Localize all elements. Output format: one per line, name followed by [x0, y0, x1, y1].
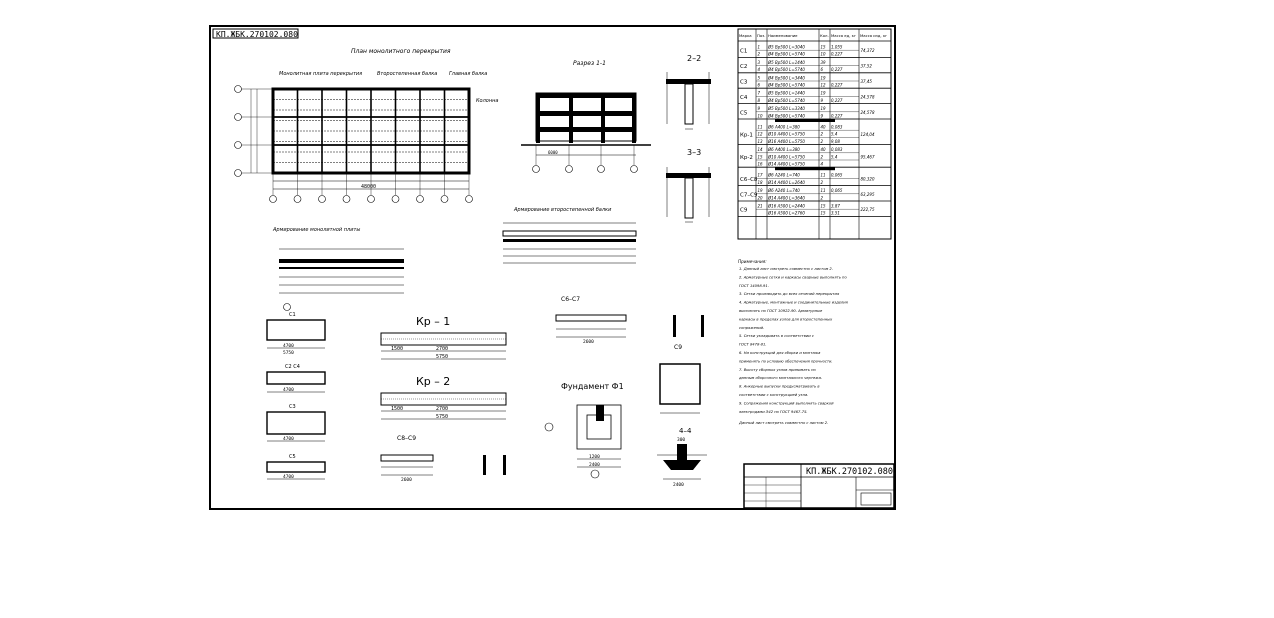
plan-label-secondary-beam: Второстепенная балка — [377, 71, 438, 77]
spec-total: 124,04 — [860, 131, 875, 137]
frame-kr2 — [381, 375, 506, 420]
note-line: сопряжений. — [739, 325, 765, 330]
spec-total: 24,578 — [860, 94, 875, 100]
spec-cell: 0,083 — [831, 147, 843, 153]
spec-cell: 9 — [820, 113, 824, 119]
spec-cell: 10 — [757, 113, 763, 119]
spec-header-1: Поз. — [757, 33, 766, 38]
spec-cell: 12 — [820, 82, 826, 88]
note-line: 2. Арматурные сетки и каркасы сварные выполнять по — [739, 275, 847, 280]
spec-cell: Ø5 Вр500 L=1440 — [768, 59, 805, 65]
spec-cell: 14 — [757, 147, 763, 153]
spec-cell: Ø14 А400 L=5750 — [768, 161, 805, 167]
spec-cell: Ø16 А500 L=2440 — [768, 203, 805, 209]
spec-total: 74,372 — [860, 48, 875, 54]
spec-cell: Ø16 А400 L=5750 — [768, 138, 805, 144]
spec-cell: 9 — [820, 97, 824, 103]
spec-cell: Ø16 А500 L=2760 — [768, 210, 805, 216]
section-2-2-title: 2–2 — [687, 54, 702, 63]
foundation-dim-1200: 1200 — [589, 455, 600, 460]
kr1-title: Кр – 1 — [416, 315, 451, 328]
mesh-c1-total: 5750 — [283, 351, 294, 356]
spec-total: 37,45 — [860, 79, 872, 84]
note-line: 4. Арматурные, монтажные и соединительные изделия — [739, 300, 848, 305]
spec-cell: 2 — [820, 138, 824, 144]
section-2-2 — [666, 54, 711, 129]
spec-cell: 4 — [757, 67, 761, 73]
spec-cell: 19 — [757, 188, 763, 194]
spec-cell: 9,08 — [831, 138, 840, 144]
spec-mark: С6–С8 — [740, 176, 758, 183]
spec-cell: 3 — [757, 59, 761, 65]
note-line: 9. Сопряжения конструкций выполнять сваркой — [739, 401, 834, 406]
note-line: 6. Ни конструкций для сборки и монтажа — [739, 351, 821, 355]
code-stamp-text: КП.ЖБК.270102.080 — [216, 30, 298, 39]
spec-cell: 13 — [757, 138, 763, 144]
beam-reinforcement — [503, 207, 636, 263]
title-block-code: КП.ЖБК.270102.080 — [806, 467, 893, 477]
c8c9-title: С8–С9 — [397, 435, 417, 442]
note-line: 8. Анкерные выпуски предусматривать в — [739, 384, 820, 389]
spec-cell: 19 — [820, 106, 826, 112]
spec-cell: 3,87 — [831, 203, 840, 209]
spec-mark: С1 — [740, 48, 748, 55]
spec-cell: Ø4 Вр500 L=5740 — [768, 67, 805, 73]
spec-header-4: Масса ед, кг — [831, 33, 856, 38]
floor-plan — [235, 48, 499, 203]
c8-dim: 2600 — [401, 478, 412, 483]
spec-cell: Ø10 А400 L=5750 — [768, 154, 805, 160]
spec-cell: 39 — [820, 59, 826, 65]
spec-cell: 40 — [820, 147, 826, 153]
frame-c6c7 — [556, 296, 704, 345]
spec-cell: 16 — [757, 161, 763, 167]
spec-cell: 0,227 — [831, 113, 843, 119]
spec-total: 37,52 — [860, 63, 872, 69]
mesh-c9 — [660, 344, 700, 413]
spec-cell: Ø6 А400 L=380 — [768, 124, 800, 130]
spec-header-5: Масса изд, кг — [860, 33, 888, 38]
note-line: 3. Сетки производить до всех сечений перекрытия — [739, 292, 840, 297]
spec-cell: 5,4 — [831, 131, 838, 137]
spec-cell: 15 — [820, 203, 826, 209]
spec-cell: 5,4 — [831, 154, 838, 160]
spec-cell: 15 — [757, 154, 763, 160]
spec-cell: 20 — [757, 195, 763, 201]
plan-label-column: Колонна — [476, 98, 499, 104]
spec-cell: 0,227 — [831, 67, 843, 73]
plan-grid — [273, 89, 469, 173]
spec-cell: 0,065 — [831, 188, 843, 194]
frame-kr1 — [381, 315, 506, 360]
spec-mark: С3 — [740, 79, 748, 86]
kr1-dim-total: 5750 — [436, 354, 449, 360]
plan-label-main-beam: Главная балка — [449, 71, 488, 77]
mesh-c3-dim: 4700 — [283, 437, 294, 442]
spec-total: 95,467 — [860, 154, 875, 160]
mesh-c1-label: С1 — [289, 312, 296, 318]
spec-mark: Кр-2 — [740, 154, 753, 161]
section-4-4 — [657, 427, 707, 488]
s44-dim-300: 300 — [677, 438, 686, 443]
spec-cell: 21 — [757, 203, 763, 209]
mesh-c2-dim: 4700 — [283, 388, 294, 393]
spec-cell: 0,227 — [831, 97, 843, 103]
spec-cell: 15 — [820, 44, 826, 50]
spec-mark: С2 — [740, 64, 748, 71]
spec-cell: 5 — [757, 75, 761, 81]
slab-reinforcement — [272, 227, 404, 311]
section-4-4-title: 4–4 — [679, 427, 692, 435]
note-line: 7. Высоту сборных узлов принимать по — [739, 367, 816, 372]
mesh-c5-label: С5 — [289, 454, 296, 460]
spec-cell: 7 — [757, 90, 761, 96]
spec-mark: С9 — [740, 207, 748, 214]
note-line: 1. Данный лист смотреть совместно с листом 2. — [739, 267, 833, 271]
spec-total: 24,578 — [860, 109, 875, 115]
spec-cell: Ø5 Вр500 L=3040 — [768, 44, 805, 50]
spec-cell: Ø4 Вр500 L=5740 — [768, 51, 805, 57]
spec-cell: Ø4 Вр500 L=5740 — [768, 97, 805, 103]
spec-cell: 2 — [820, 179, 824, 185]
c6-dim: 2600 — [583, 340, 594, 345]
spec-cell: 6 — [820, 67, 824, 73]
spec-header-2: Наименование — [768, 33, 798, 38]
spec-mark: С5 — [740, 110, 748, 117]
note-line: ГОСТ 8478-81. — [739, 342, 767, 347]
mesh-c5 — [267, 454, 325, 480]
spec-cell: 1 — [757, 44, 761, 50]
kr2-dim-2700: 2700 — [436, 406, 449, 412]
spec-cell: 11 — [820, 172, 826, 178]
spec-cell: Ø4 Вр500 L=5740 — [768, 113, 805, 119]
spec-cell: 10 — [820, 51, 826, 57]
spec-cell: Ø4 Вр500 L=5740 — [768, 82, 805, 88]
beam-reinf-title: Армирование второстепенной балки — [514, 207, 612, 213]
kr1-dim-1500: 1500 — [391, 346, 404, 352]
c6c7-title: С6–С7 — [561, 296, 581, 303]
spec-cell: Ø10 А400 L=5750 — [768, 131, 805, 137]
note-line: электродами Э42 по ГОСТ 9467-75. — [739, 409, 808, 414]
plan-title: План монолитного перекрытия — [351, 48, 451, 55]
spec-total: 222,75 — [860, 207, 875, 213]
mesh-c5-dim: 4700 — [283, 475, 294, 480]
notes-block — [738, 259, 849, 425]
mesh-c1-dim: 4700 — [283, 344, 294, 349]
spec-mark: С7–С9 — [740, 192, 758, 199]
mesh-c2c4 — [267, 364, 325, 393]
c9-title: С9 — [674, 344, 683, 351]
section-3-3 — [666, 148, 711, 222]
kr2-dim-total: 5750 — [436, 414, 449, 420]
spec-cell: 0,083 — [831, 124, 843, 130]
spec-cell: 11 — [820, 188, 826, 194]
foundation-title: Фундамент Ф1 — [561, 382, 624, 391]
kr1-dim-2700: 2700 — [436, 346, 449, 352]
spec-cell: 6 — [757, 82, 761, 88]
cad-drawing — [211, 27, 894, 508]
spec-cell: 19 — [820, 75, 826, 81]
note-line: ГОСТ 14098-91. — [739, 283, 769, 288]
kr2-title: Кр – 2 — [416, 375, 451, 388]
s44-dim-2400: 2400 — [673, 483, 684, 488]
spec-cell: 8 — [757, 97, 761, 103]
note-line: выполнять по ГОСТ 10922-90. Арматурные — [739, 309, 823, 313]
plan-label-slab: Монолитная плита перекрытия — [279, 71, 363, 77]
spec-cell: 17 — [757, 172, 763, 178]
spec-table-body — [738, 29, 891, 239]
spec-header-3: Кол. — [820, 33, 829, 38]
spec-cell: 40 — [820, 124, 826, 130]
spec-cell: Ø5 Вр500 L=3340 — [768, 106, 805, 112]
spec-total: 63,295 — [860, 191, 875, 197]
section-title: Разрез 1-1 — [573, 60, 606, 67]
section-span-dim: 6000 — [548, 150, 558, 155]
spec-cell: 0,065 — [831, 172, 843, 178]
spec-cell: 2 — [820, 195, 824, 201]
drawing-sheet — [209, 25, 896, 510]
spec-cell: Ø6 А400 L=380 — [768, 147, 800, 153]
spec-cell: Ø4 Вр500 L=3440 — [768, 75, 805, 81]
spec-cell: 0,227 — [831, 51, 843, 57]
spec-header-0: Марка — [739, 33, 752, 38]
mesh-c2c4-label: С2 С4 — [285, 364, 300, 370]
spec-cell: 4 — [820, 161, 824, 167]
spec-cell: Ø6 А240 L=740 — [768, 172, 800, 178]
note-line: применять по условию обеспечения прочности. — [739, 359, 833, 364]
spec-cell: Ø6 А240 L=740 — [768, 188, 800, 194]
spec-cell: Ø14 А400 L=2640 — [768, 179, 805, 185]
spec-cell: Ø5 Вр500 L=1440 — [768, 90, 805, 96]
slab-reinf-title: Армирование монолитной плиты — [273, 227, 361, 233]
kr2-dim-1500: 1500 — [391, 406, 404, 412]
spec-cell: 12 — [757, 131, 763, 137]
frame-c8c9 — [381, 435, 506, 483]
note-line: каркасы в пределах узлов для второстепенных — [739, 317, 833, 322]
section-1-1 — [521, 60, 651, 173]
note-line: соответствии с конструкцией узла. — [739, 393, 809, 397]
spec-cell: 1,055 — [831, 44, 843, 50]
note-line: 5. Сетки укладывать в соответствии с — [739, 334, 814, 339]
code-stamp — [213, 29, 298, 39]
spec-mark: С4 — [740, 94, 748, 101]
spec-total: 80,320 — [860, 176, 875, 182]
spec-cell: 2 — [757, 51, 761, 57]
title-block — [744, 464, 894, 508]
spec-cell: 2 — [820, 154, 824, 160]
notes-heading: Примечания: — [738, 259, 767, 264]
spec-cell: Ø14 А400 L=3640 — [768, 195, 805, 201]
spec-cell: 19 — [820, 90, 826, 96]
section-3-3-title: 3–3 — [687, 148, 702, 157]
spec-cell: 0,227 — [831, 82, 843, 88]
plan-total-dim: 48000 — [361, 184, 377, 190]
note-line: данным сборочного монтажного чертежа. — [739, 376, 823, 381]
spec-cell: 15 — [820, 210, 826, 216]
spec-cell: 9 — [757, 106, 761, 112]
mesh-c3 — [267, 404, 325, 442]
mesh-c1 — [267, 312, 325, 356]
spec-cell: 11 — [757, 124, 763, 130]
note-line: Данный лист смотреть совместно с листом 2. — [739, 420, 829, 425]
mesh-c3-label: С3 — [289, 404, 296, 410]
foundation-dim-2400: 2400 — [589, 463, 600, 468]
plan-axes — [235, 86, 473, 203]
spec-cell: 3,51 — [831, 210, 840, 216]
spec-cell: 2 — [820, 131, 824, 137]
spec-mark: Кр-1 — [740, 132, 753, 139]
spec-cell: 18 — [757, 179, 763, 185]
foundation-f1 — [545, 382, 624, 478]
specification-table — [738, 29, 891, 239]
